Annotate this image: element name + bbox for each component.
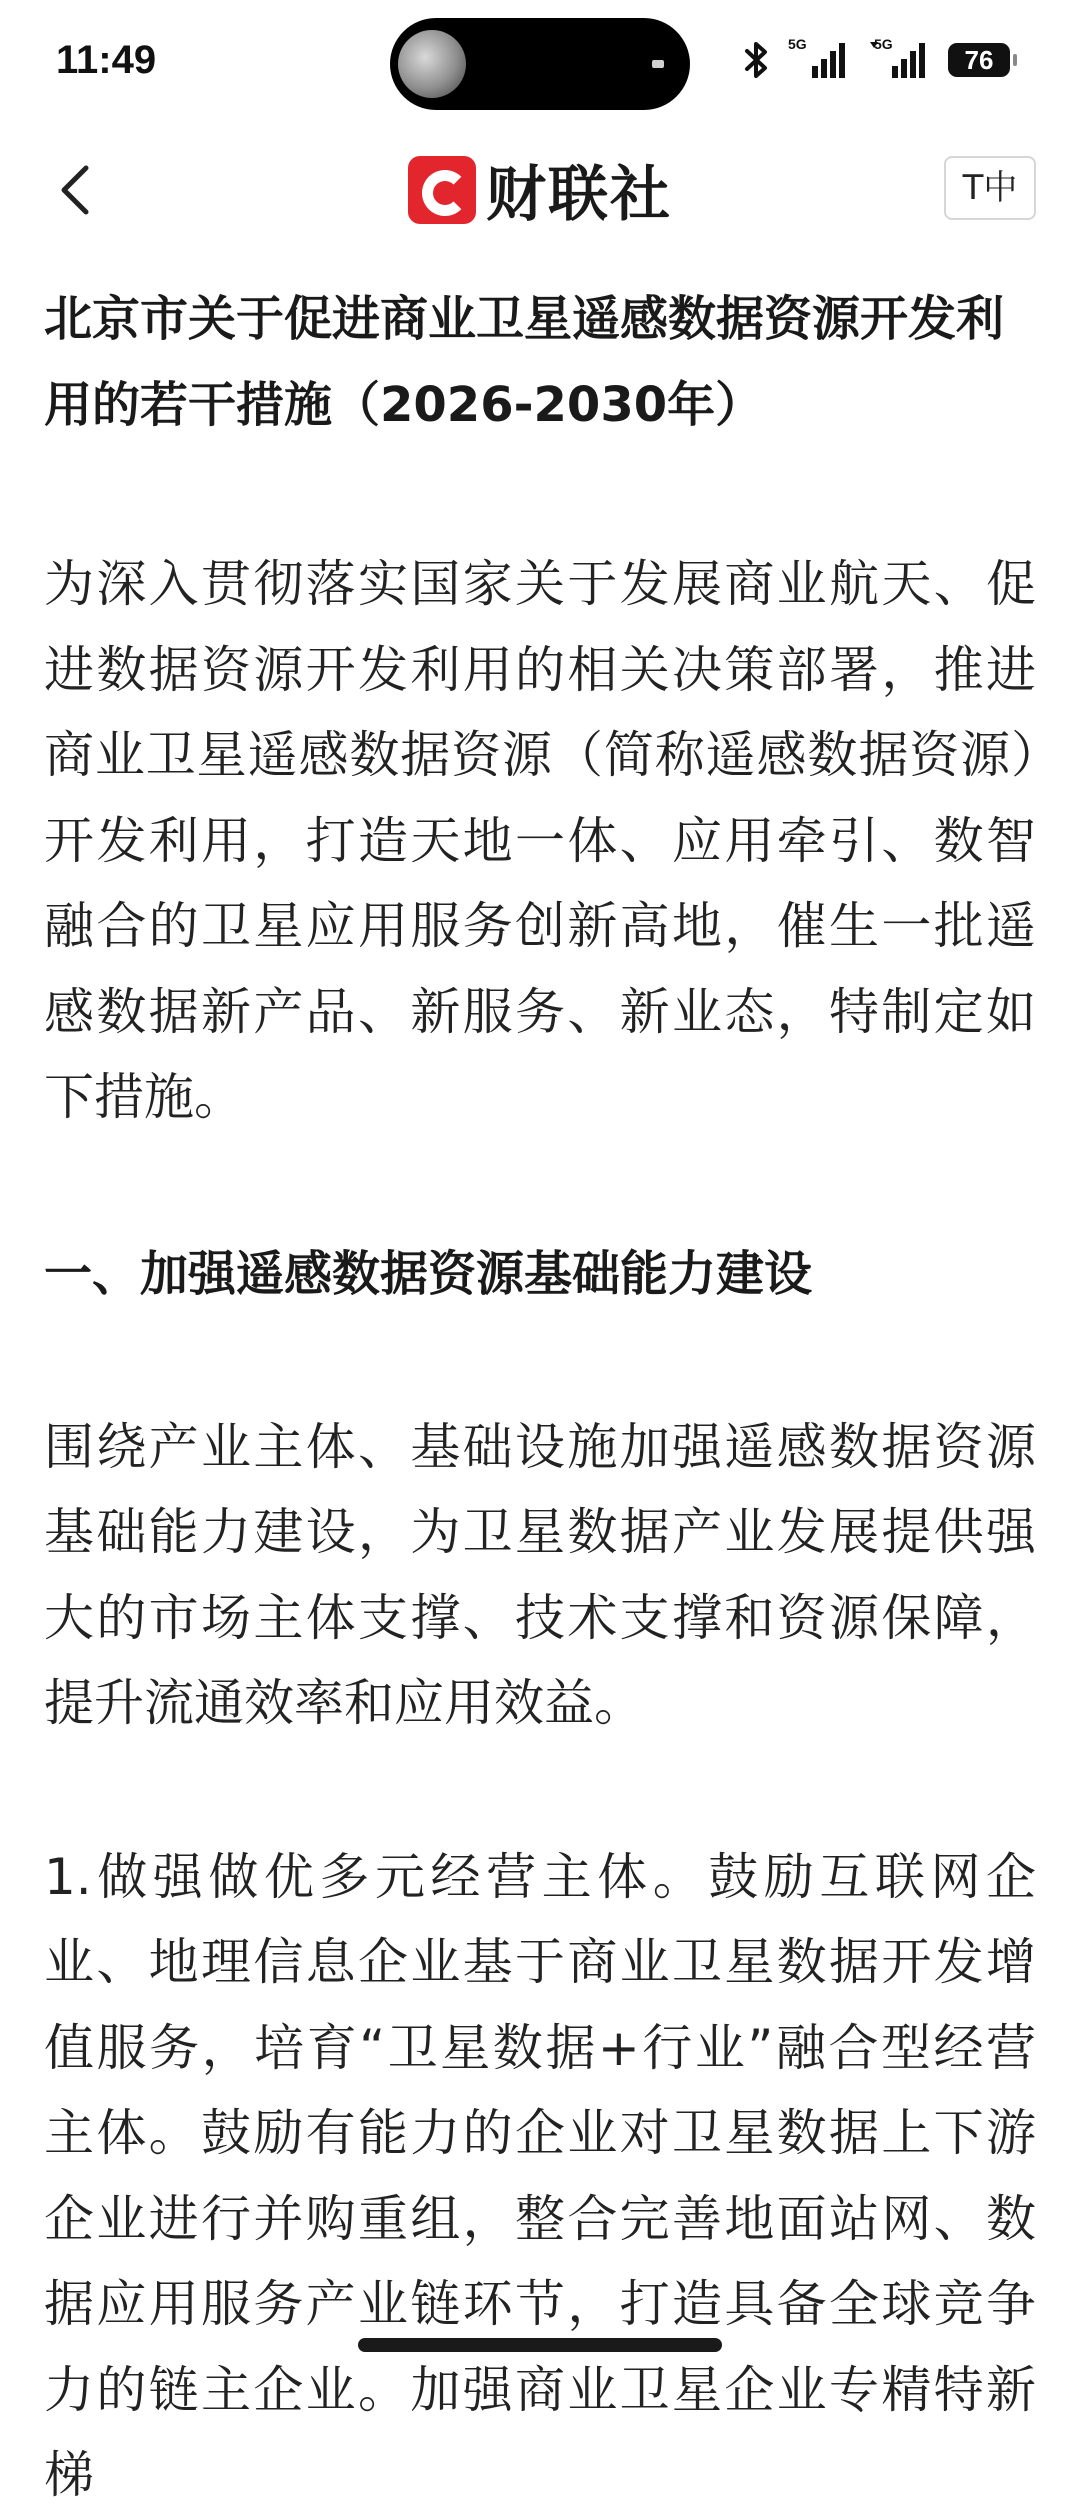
logo-c-icon <box>408 156 476 224</box>
dynamic-island[interactable] <box>390 18 690 110</box>
island-activity-icon <box>652 60 664 68</box>
logo-text: 财联社 <box>486 160 672 230</box>
section-intro-paragraph: 围绕产业主体、基础设施加强遥感数据资源基础能力建设，为卫星数据产业发展提供强大的市场主体支撑、技术支撑和资源保障，提升流通效率和应用效益。 <box>44 1417 1036 1732</box>
status-time: 11:49 <box>56 38 157 82</box>
island-avatar-icon <box>398 30 466 98</box>
section-heading: 一、加强遥感数据资源基础能力建设 <box>44 1245 813 1302</box>
cellular-signal-icon-1: 5G <box>788 40 850 80</box>
item-paragraph: 1.做强做优多元经营主体。鼓励互联网企业、地理信息企业基于商业卫星数据开发增值服务，培育“卫星数据+行业”融合型经营主体。鼓励有能力的企业对卫星数据上下游企业进行并购重组，整合完善地面站网、数据应用服务产业链环节，打造具备全球竞争力的链主企业。加强商业卫星企业专精特新梯 <box>44 1847 1036 2504</box>
chevron-left-icon <box>50 158 106 222</box>
status-icons <box>744 36 1010 80</box>
home-indicator[interactable] <box>358 2338 722 2352</box>
bluetooth-icon <box>744 41 770 79</box>
intro-paragraph: 为深入贯彻落实国家关于发展商业航天、促进数据资源开发利用的相关决策部署，推进商业卫星遥感数据资源（简称遥感数据资源）开发利用，打造天地一体、应用牵引、数智融合的卫星应用服务创新高地，催生一批遥感数据新产品、新服务、新业态，特制定如下措施。 <box>44 555 1036 1126</box>
font-size-button[interactable]: T中 <box>944 156 1036 220</box>
nav-bar <box>0 130 1080 250</box>
cellular-signal-icon-2: 5G <box>868 40 930 80</box>
back-button[interactable] <box>50 158 106 222</box>
status-bar <box>0 0 1080 130</box>
battery-icon: 76 <box>948 43 1010 77</box>
article-title: 北京市关于促进商业卫星遥感数据资源开发利用的若干措施（2026-2030年） <box>44 291 1005 433</box>
app-logo <box>408 152 672 228</box>
article-body <box>44 250 1036 2519</box>
